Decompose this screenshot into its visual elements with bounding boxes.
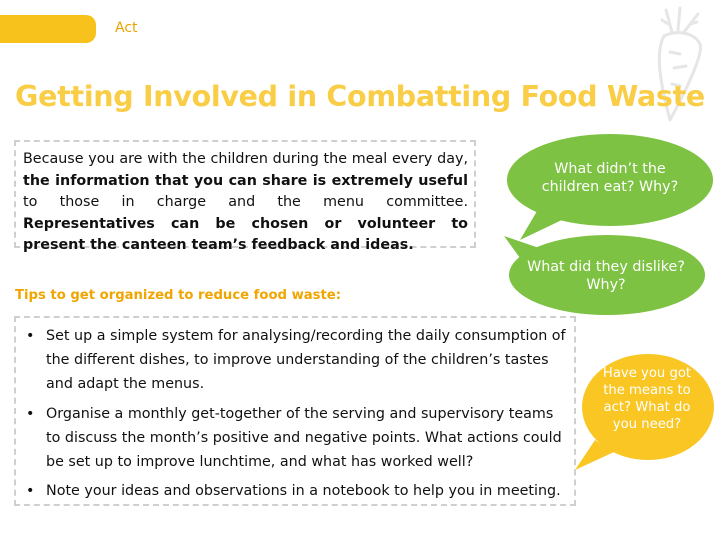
bubble-text-1: What didn’t the children eat? Why? xyxy=(541,161,679,195)
page-title: Getting Involved in Combatting Food Waste xyxy=(15,80,705,113)
intro-text-1: Because you are with the children during the meal every day, xyxy=(23,151,468,167)
intro-text-highlight: the information that you can share is extremely useful xyxy=(23,172,468,189)
tips-heading: Tips to get organized to reduce food waste: xyxy=(15,288,342,303)
list-item-text: Set up a simple system for analysing/recording the daily consumption of the different dishes, to improve understanding of the children’s tastes and adapt the menus. xyxy=(46,328,566,392)
bullet-icon: • xyxy=(26,406,35,422)
intro-text-2: to those in charge and the menu committee. xyxy=(23,194,468,210)
bullet-icon: • xyxy=(26,483,35,499)
bubble-text-3: Have you got the means to act? What do you need? xyxy=(602,366,692,432)
bubble-text-2: What did they dislike? Why? xyxy=(527,259,685,293)
intro-text-representatives: Representatives can be chosen or volunteer to present the canteen team’s feedback and ideas. xyxy=(23,215,468,253)
section-tag-label: Act xyxy=(115,20,138,36)
list-item-text: Note your ideas and observations in a notebook to help you in meeting. xyxy=(46,483,561,499)
list-item-text: Organise a monthly get-together of the serving and supervisory teams to discuss the month’s positive and negative points. What actions could be set up to improve lunchtime, and what has worked well? xyxy=(46,406,562,470)
bullet-icon: • xyxy=(26,328,35,344)
